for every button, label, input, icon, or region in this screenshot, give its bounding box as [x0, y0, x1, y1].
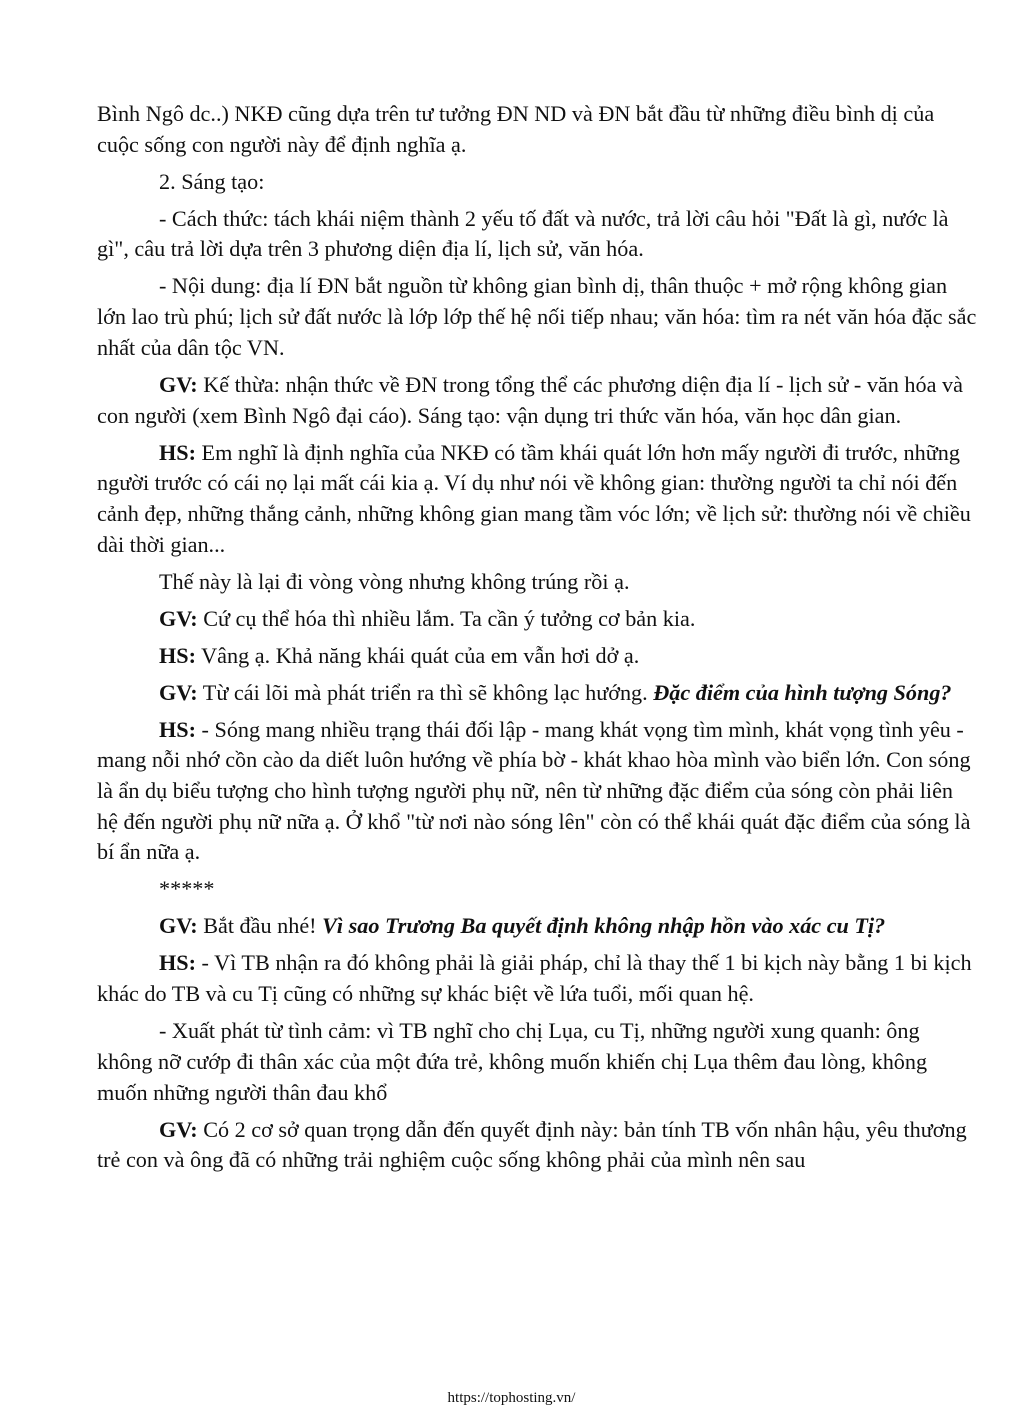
paragraph	[97, 641, 977, 672]
paragraph	[97, 604, 977, 635]
paragraph	[97, 874, 977, 905]
question-emphasis: Vì sao Trương Ba quyết định không nhập hồn vào xác cu Tị?	[322, 913, 886, 939]
speaker-label: HS:	[159, 950, 196, 976]
text-run: - Nội dung: địa lí ĐN bắt nguồn từ không gian bình dị, thân thuộc + mở rộng không gian lớn lao trù phú; lịch sử đất nước là lớp lớp thế hệ nối tiếp nhau; văn hóa: tìm ra nét văn hóa đặc sắc nhất của dân tộc VN.	[97, 273, 977, 360]
text-run: Em nghĩ là định nghĩa của NKĐ có tầm khái quát lớn hơn mấy người đi trước, những người trước có cái nọ lại mất cái kia ạ. Ví dụ như nói về không gian: thường người ta chỉ nói đến cảnh đẹp, những thắng cảnh, những không gian mang tầm vóc lớn; về lịch sử: thường nói về chiều dài thời gian...	[97, 439, 971, 557]
text-run: Bình Ngô dc..) NKĐ cũng dựa trên tư tưởng ĐN ND và ĐN bắt đầu từ những điều bình dị của cuộc sống con người này để định nghĩa ạ.	[97, 101, 935, 157]
question-emphasis: Đặc điểm của hình tượng Sóng?	[653, 679, 952, 705]
text-run: Thế này là lại đi vòng vòng nhưng không trúng rồi ạ.	[159, 568, 630, 594]
paragraph	[97, 1115, 977, 1176]
text-run: - Sóng mang nhiều trạng thái đối lập - mang khát vọng tìm mình, khát vọng tình yêu - mang nỗi nhớ cồn cào da diết luôn hướng về phía bờ - khát khao hòa mình vào biển lớn. Con sóng là ẩn dụ biểu tượng cho hình tượng người phụ nữ, nên từ những đặc điểm của sóng còn phải liên hệ đến người phụ nữ nữa ạ. Ở khổ "từ nơi nào sóng lên" còn có thể khái quát đặc điểm của sóng là bí ẩn nữa ạ.	[97, 716, 971, 865]
paragraph	[97, 204, 977, 265]
text-run: Từ cái lõi mà phát triển ra thì sẽ không lạc hướng.	[197, 679, 654, 705]
speaker-label: GV:	[159, 679, 198, 705]
text-run: - Cách thức: tách khái niệm thành 2 yếu tố đất và nước, trả lời câu hỏi "Đất là gì, nước là gì", câu trả lời dựa trên 3 phương diện địa lí, lịch sử, văn hóa.	[97, 205, 949, 262]
text-run: Cứ cụ thể hóa thì nhiều lắm. Ta cần ý tưởng cơ bản kia.	[197, 605, 696, 631]
paragraph	[97, 911, 977, 942]
paragraph	[97, 948, 977, 1009]
paragraph	[97, 438, 977, 561]
text-run: - Vì TB nhận ra đó không phải là giải pháp, chỉ là thay thế 1 bi kịch này bằng 1 bi kịch khác do TB và cu Tị cũng có những sự khác biệt về lứa tuổi, mối quan hệ.	[97, 950, 972, 1007]
paragraph	[97, 99, 977, 160]
paragraph	[97, 271, 977, 363]
text-run: *****	[159, 876, 215, 902]
speaker-label: GV:	[159, 371, 198, 397]
text-run: - Xuất phát từ tình cảm: vì TB nghĩ cho chị Lụa, cu Tị, những người xung quanh: ông không nỡ cướp đi thân xác của một đứa trẻ, không muốn khiến chị Lụa thêm đau lòng, không muốn những người thân đau khổ	[97, 1018, 928, 1105]
speaker-label: HS:	[159, 642, 196, 668]
document-page	[97, 99, 977, 1182]
paragraph	[97, 1016, 977, 1108]
text-run: 2. Sáng tạo:	[159, 168, 265, 194]
speaker-label: HS:	[159, 439, 196, 465]
footer-link[interactable]: https://tophosting.vn/	[447, 1390, 576, 1406]
text-run: Vâng ạ. Khả năng khái quát của em vẫn hơi dở ạ.	[196, 642, 640, 668]
paragraph	[97, 370, 977, 431]
paragraph	[97, 678, 977, 709]
speaker-label: GV:	[159, 605, 198, 631]
speaker-label: GV:	[159, 913, 198, 939]
text-run: Kế thừa: nhận thức về ĐN trong tổng thể các phương diện địa lí - lịch sử - văn hóa và con người (xem Bình Ngô đại cáo). Sáng tạo: vận dụng tri thức văn hóa, văn học dân gian.	[97, 371, 963, 428]
paragraph	[97, 567, 977, 598]
text-run: Có 2 cơ sở quan trọng dẫn đến quyết định này: bản tính TB vốn nhân hậu, yêu thương trẻ con và ông đã có những trải nghiệm cuộc sống không phải của mình nên sau	[97, 1116, 967, 1173]
speaker-label: HS:	[159, 716, 196, 742]
text-run: Bắt đầu nhé!	[197, 913, 323, 939]
paragraph	[97, 167, 977, 198]
paragraph	[97, 715, 977, 869]
speaker-label: GV:	[159, 1116, 198, 1142]
